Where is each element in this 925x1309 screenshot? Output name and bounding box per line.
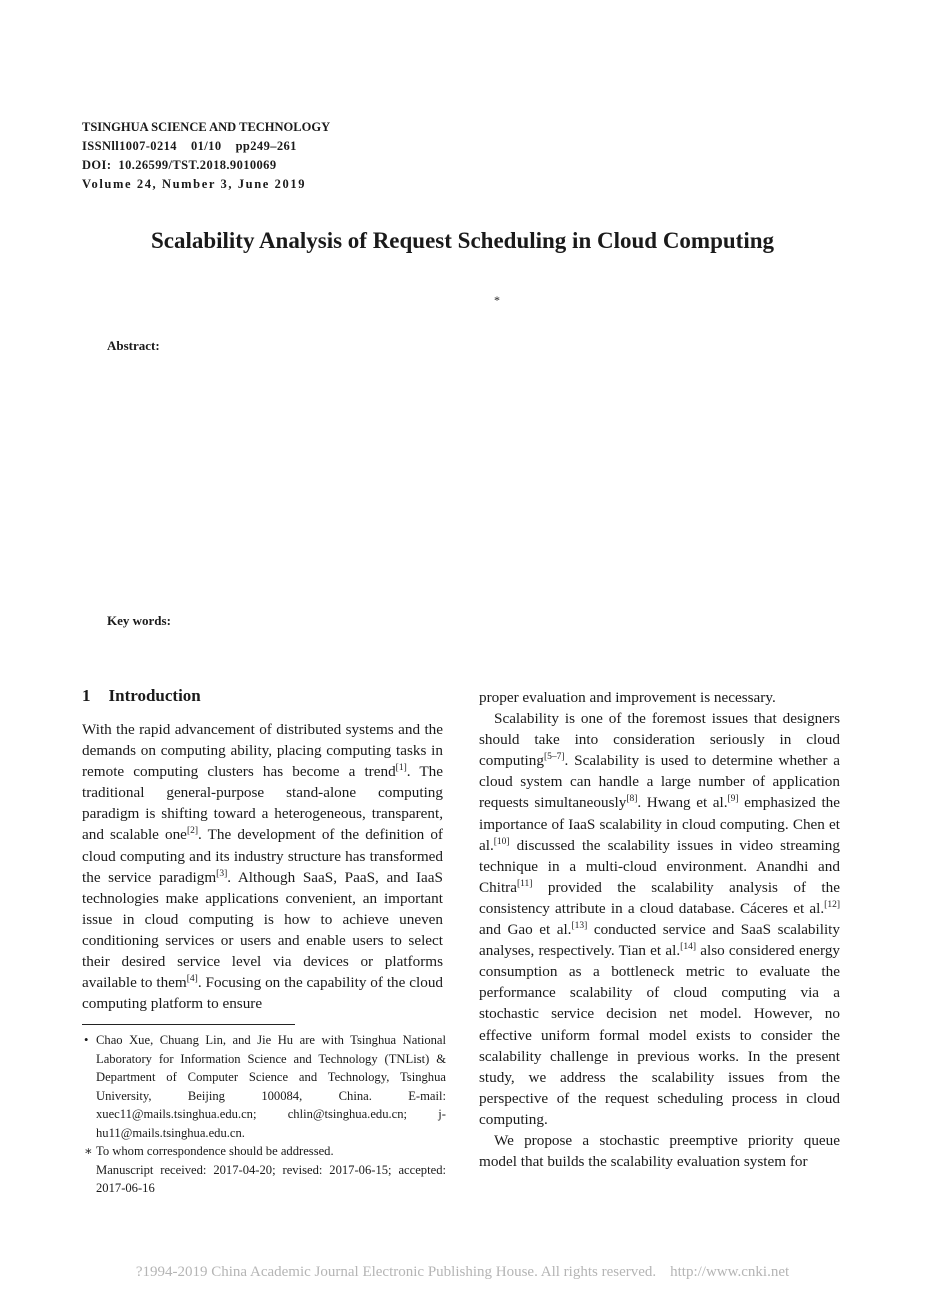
- citation: [14]: [680, 942, 696, 953]
- journal-volume: Volume 24, Number 3, June 2019: [82, 177, 307, 191]
- proposal-paragraph: We propose a stochastic preemptive priority queue model that builds the scalability evaluation system for: [479, 1131, 840, 1171]
- citation: [5–7]: [543, 752, 565, 763]
- page-footer: [0, 1264, 925, 1281]
- asterisk-icon: ∗: [84, 1144, 93, 1158]
- affiliation-text: Chao Xue, Chuang Lin, and Jie Hu are with Tsinghua National Laboratory for Information Science and Technology (TNList) & Department of Computer Science and Technology, Tsinghua University, Beijing 100084, China. E-mail: xuec11@mails.tsinghua.edu.cn; chlin@tsinghua.edu.cn; j-hu11@mails.tsinghua.edu.cn.: [96, 1033, 446, 1140]
- footnote-divider: [82, 1024, 295, 1025]
- citation: [10]: [493, 836, 510, 847]
- citation: [11]: [516, 878, 533, 889]
- journal-name: TSINGHUA SCIENCE AND TECHNOLOGY: [82, 120, 331, 134]
- citation: [3]: [216, 868, 228, 879]
- author-marker: *: [494, 293, 500, 307]
- keywords-label: Key words:: [107, 613, 171, 628]
- section-heading: [82, 686, 201, 706]
- text-run: . Focusing on the capability of the cloud computing platform to ensure: [82, 974, 444, 1013]
- bullet-icon: •: [84, 1033, 89, 1047]
- text-run: also considered energy consumption as a bottleneck metric to evaluate the performance scalability of cloud computing via a stochastic service decision net model. However, no effective uniform formal model exists to consider the scalability challenge in previous works. In the present study, we address the scalability issues from the perspective of the request scheduling process in cloud computing.: [479, 942, 841, 1128]
- correspondence-footnote: [82, 1142, 446, 1161]
- abstract-label: Abstract:: [107, 338, 160, 353]
- text-run: . Hwang et al.: [637, 794, 728, 812]
- journal-doi: DOI: 10.26599/TST.2018.9010069: [82, 158, 277, 172]
- intro-paragraph-1: [82, 719, 443, 1014]
- citation: [12]: [824, 899, 840, 910]
- paper-title: Scalability Analysis of Request Scheduling in Cloud Computing: [150, 228, 775, 253]
- affiliation-footnote: [82, 1031, 446, 1142]
- footnotes: [82, 1031, 446, 1198]
- text-run: . Scalability is used to determine whether a cloud system can handle a large number of application requests simultaneously: [479, 752, 840, 812]
- left-column: [82, 719, 443, 1014]
- citation: [13]: [571, 921, 588, 932]
- manuscript-dates: Manuscript received: 2017-04-20; revised: 2017-06-15; accepted: 2017-06-16: [96, 1162, 446, 1195]
- journal-header: [82, 118, 330, 194]
- right-column: [479, 687, 840, 1172]
- scalability-paragraph: [479, 708, 840, 1130]
- text-run: discussed the scalability issues in video streaming technique in a multi-cloud environment. Anandhi and Chitra: [479, 836, 840, 896]
- text-run: . The development of the definition of cloud computing and its industry structure has transformed the service paradigm: [82, 826, 443, 886]
- text-run: Scalability is one of the foremost issues that designers should take into consideration seriously in cloud computing: [479, 710, 840, 770]
- citation: [9]: [727, 794, 739, 805]
- copyright-notice: ?1994-2019 China Academic Journal Electronic Publishing House. All rights reserved.: [135, 1264, 657, 1280]
- text-run: and Gao et al.: [479, 921, 572, 939]
- text-run: emphasized the importance of IaaS scalability in cloud computing. Chen et al.: [479, 794, 840, 854]
- footer-link[interactable]: http://www.cnki.net: [670, 1264, 790, 1280]
- citation: [1]: [395, 763, 407, 774]
- continued-paragraph: proper evaluation and improvement is necessary.: [479, 689, 776, 706]
- text-run: . Although SaaS, PaaS, and IaaS technologies make applications convenient, an important issue in cloud computing is how to achieve uneven conditioning services or users and enable users to select their desired service level via devices or platforms available to them: [82, 868, 443, 992]
- journal-issn: ISSNll1007-0214 01/10 pp249–261: [82, 139, 297, 153]
- text-run: conducted service and SaaS scalability analyses, respectively. Tian et al.: [479, 921, 840, 960]
- text-run: provided the scalability analysis of the consistency attribute in a cloud database. Cáceres et al.: [479, 878, 840, 917]
- citation: [4]: [186, 974, 198, 985]
- citation: [2]: [186, 826, 199, 837]
- correspondence-text: To whom correspondence should be addressed.: [96, 1144, 334, 1158]
- section-title: Introduction: [108, 686, 201, 705]
- text-run: With the rapid advancement of distributed systems and the demands on computing ability, placing computing tasks in remote computing clusters has become a trend: [82, 721, 443, 781]
- section-number: 1: [82, 686, 91, 705]
- citation: [8]: [626, 794, 638, 805]
- text-run: . The traditional general-purpose stand-alone computing paradigm is shifting toward a heterogeneous, transparent, and scalable one: [82, 763, 444, 844]
